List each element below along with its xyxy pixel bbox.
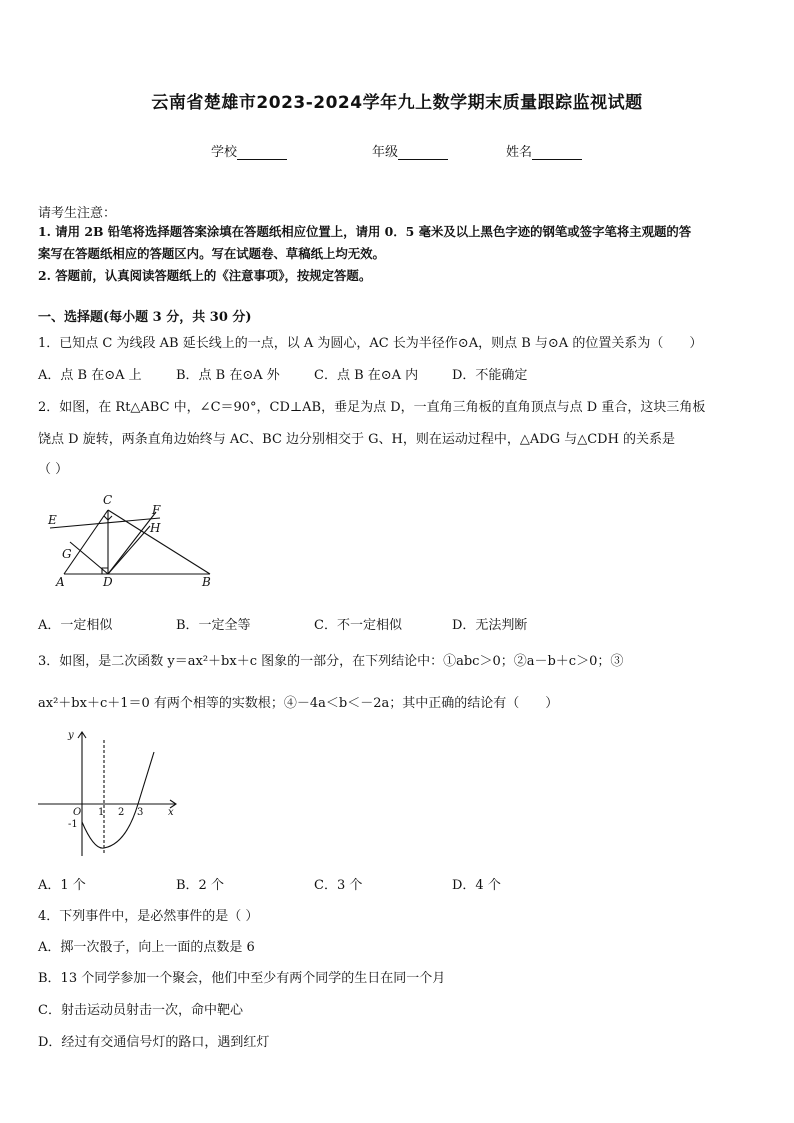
label-b: B [202, 575, 211, 589]
q2-line2: 饶点 D 旋转，两条直角边始终与 AC、BC 边分别相交于 G、H，则在运动过程中，△ADG 与△CDH 的关系是 [38, 432, 676, 447]
q1-option-a: A．点 B 在⊙A 上 [38, 368, 142, 383]
tick-1: 1 [98, 807, 105, 818]
q2-option-c: C．不一定相似 [314, 618, 402, 633]
q2-option-b: B．一定全等 [176, 618, 251, 633]
notice-item1-line2: 案写在答题纸相应的答题区内。写在试题卷、草稿纸上均无效。 [38, 246, 385, 261]
q3-option-d: D．4 个 [452, 878, 501, 893]
q4-stem: 4．下列事件中，是必然事件的是（ ） [38, 909, 259, 924]
school-field [211, 141, 287, 160]
notice-item1-line1: 1. 请用 2B 铅笔将选择题答案涂填在答题纸相应位置上，请用 0．5 毫米及以上黑色字迹的钢笔或签字笔将主观题的答 [38, 224, 692, 239]
q3-line2: ax²＋bx＋c＋1＝0 有两个相等的实数根；④－4a＜b＜－2a；其中正确的结论有（ ） [38, 696, 559, 711]
grade-field [372, 141, 448, 160]
name-label: 姓名 [506, 145, 533, 160]
tick-2: 2 [118, 807, 125, 818]
label-f: F [152, 503, 161, 517]
q3-line1: 3．如图，是二次函数 y＝ax²＋bx＋c 图象的一部分，在下列结论中：①abc＞0；②a－b＋c＞0；③ [38, 654, 624, 669]
parabola-curve [82, 752, 154, 848]
tick-neg1: -1 [68, 819, 78, 830]
q1-option-b: B．点 B 在⊙A 外 [176, 368, 280, 383]
q4-option-a: A．掷一次骰子，向上一面的点数是 6 [38, 940, 255, 955]
label-h: H [150, 521, 161, 535]
q1-option-c: C．点 B 在⊙A 内 [314, 368, 419, 383]
label-x: x [168, 807, 174, 818]
q4-option-c: C．射击运动员射击一次，命中靶心 [38, 1003, 243, 1018]
section-heading: 一、选择题(每小题 3 分，共 30 分) [38, 310, 252, 325]
q2-line3: （ ） [38, 462, 69, 477]
school-blank [237, 146, 287, 160]
label-c: C [103, 493, 113, 507]
label-y: y [68, 730, 74, 741]
q3-parabola-figure [36, 726, 186, 861]
grade-label: 年级 [372, 145, 399, 160]
q2-option-a: A．一定相似 [38, 618, 113, 633]
q4-option-b: B．13 个同学参加一个聚会，他们中至少有两个同学的生日在同一个月 [38, 971, 446, 986]
q2-triangle-figure [40, 490, 220, 590]
notice-item2: 2. 答题前，认真阅读答题纸上的《注意事项》，按规定答题。 [38, 268, 372, 283]
name-field [506, 141, 582, 160]
tick-3: 3 [137, 807, 144, 818]
name-blank [532, 146, 582, 160]
page-title: 云南省楚雄市2023-2024学年九上数学期末质量跟踪监视试题 [151, 93, 643, 113]
segment-dh [108, 526, 150, 574]
q4-option-d: D．经过有交通信号灯的路口，遇到红灯 [38, 1035, 270, 1050]
label-a: A [56, 575, 65, 589]
q1-stem: 1．已知点 C 为线段 AB 延长线上的一点，以 A 为圆心，AC 长为半径作⊙A，则点 B 与⊙A 的位置关系为（ ） [38, 336, 703, 351]
q3-option-a: A．1 个 [38, 878, 86, 893]
q2-option-d: D．无法判断 [452, 618, 528, 633]
segment-ef [50, 518, 160, 528]
label-e: E [48, 513, 57, 527]
grade-blank [398, 146, 448, 160]
segment-df [108, 512, 156, 574]
label-origin: O [73, 807, 82, 818]
school-label: 学校 [211, 145, 238, 160]
segment-cb [108, 510, 210, 574]
q3-option-b: B．2 个 [176, 878, 224, 893]
q2-line1: 2．如图，在 Rt△ABC 中，∠C＝90°，CD⊥AB，垂足为点 D，一直角三角板的直角顶点与点 D 重合，这块三角板 [38, 400, 706, 415]
label-g: G [62, 547, 72, 561]
q1-option-d: D．不能确定 [452, 368, 528, 383]
q3-option-c: C．3 个 [314, 878, 363, 893]
notice-heading: 请考生注意： [38, 206, 117, 221]
label-d: D [103, 575, 113, 589]
